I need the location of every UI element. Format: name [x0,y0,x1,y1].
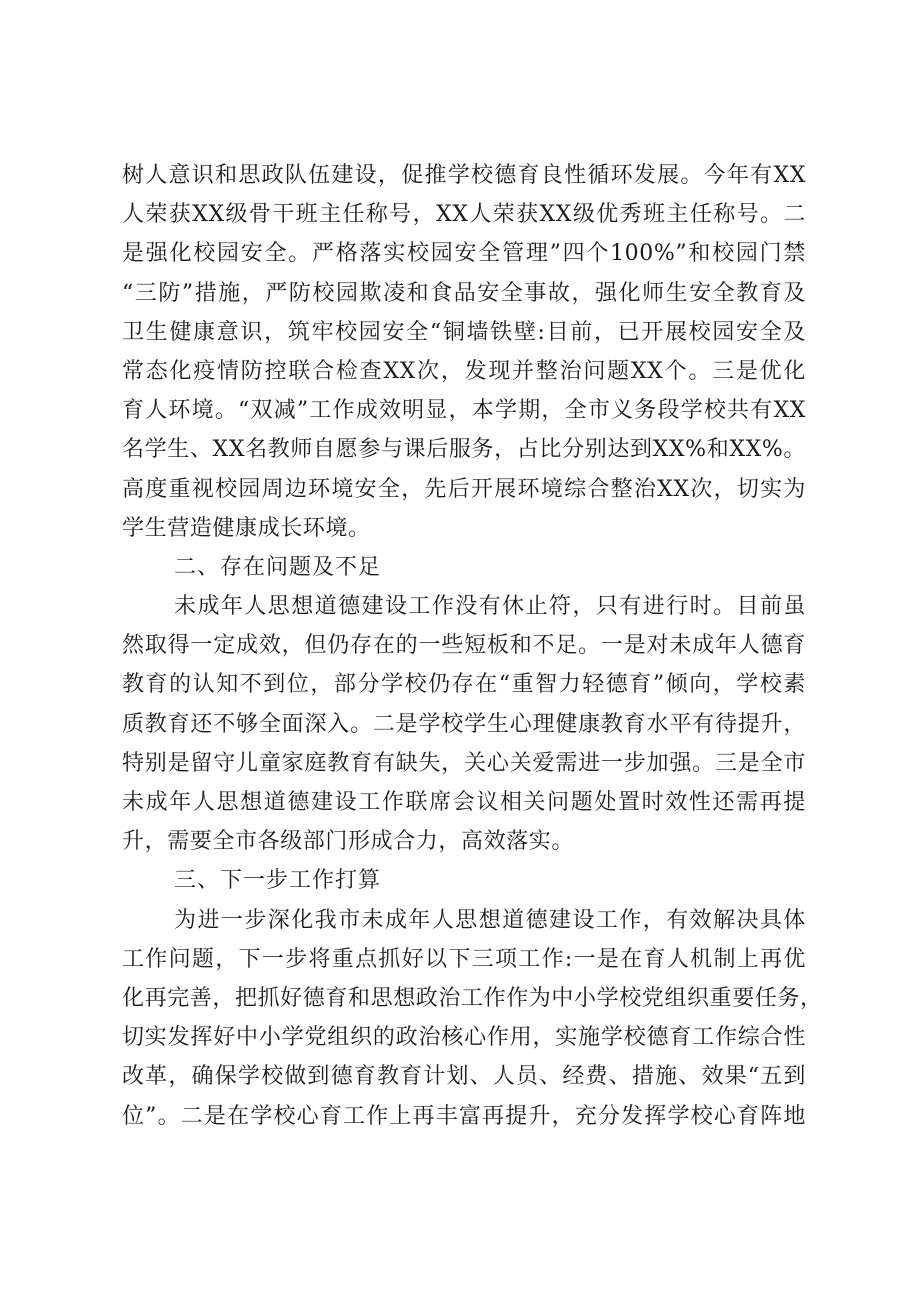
paragraph-line: 名学生、XX名教师自愿参与课后服务，占比分别达到XX%和XX%。 [122,437,806,463]
section-heading-next-steps: 三、下一步工作打算 [174,868,382,894]
paragraph-line: 工作问题，下一步将重点抓好以下三项工作:一是在育人机制上再优 [122,946,806,972]
paragraph-line: 常态化疫情防控联合检查XX次，发现并整治问题XX个。三是优化 [122,358,806,384]
document-page [122,156,823,1136]
paragraph-line: 人荣获XX级骨干班主任称号，XX人荣获XX级优秀班主任称号。二 [122,202,806,228]
paragraph-line: 未成年人思想道德建设工作没有休止符，只有进行时。目前虽 [174,594,806,620]
paragraph-line: 质教育还不够全面深入。二是学校学生心理健康教育水平有待提升， [122,711,806,737]
paragraph-line: 学生营造健康成长环境。 [122,515,371,541]
paragraph-line: 为进一步深化我市未成年人思想道德建设工作，有效解决具体 [174,907,806,933]
paragraph-line: 切实发挥好中小学党组织的政治核心作用，实施学校德育工作综合性 [122,1025,806,1051]
paragraph-line: 树人意识和思政队伍建设，促推学校德育良性循环发展。今年有XX [122,163,806,188]
paragraph-line: 教育的认知不到位，部分学校仍存在“重智力轻德育”倾向，学校素 [122,672,806,698]
paragraph-line: 育人环境。“双减”工作成效明显，本学期，全市义务段学校共有XX [122,398,806,424]
section-heading-problems: 二、存在问题及不足 [174,554,382,580]
paragraph-line: 是强化校园安全。严格落实校园安全管理”四个100%”和校园门禁 [122,241,806,267]
paragraph-line: 改革，确保学校做到德育教育计划、人员、经费、措施、效果“五到 [122,1064,806,1090]
paragraph-line: 特别是留守儿童家庭教育有缺失，关心关爱需进一步加强。三是全市 [122,750,806,776]
paragraph-line: 位”。二是在学校心育工作上再丰富再提升，充分发挥学校心育阵地 [122,1103,806,1129]
paragraph-line: 未成年人思想道德建设工作联席会议相关问题处置时效性还需再提 [122,790,806,815]
paragraph-line: 升，需要全市各级部门形成合力，高效落实。 [122,829,575,855]
paragraph-line: 高度重视校园周边环境安全，先后开展环境综合整治XX次，切实为 [122,476,806,502]
paragraph-line: 然取得一定成效，但仍存在的一些短板和不足。一是对未成年人德育 [122,633,806,659]
paragraph-line: 化再完善，把抓好德育和思想政治工作作为中小学校党组织重要任务， [122,985,823,1011]
paragraph-line: “三防”措施，严防校园欺凌和食品安全事故，强化师生安全教育及 [122,280,806,306]
paragraph-line: 卫生健康意识，筑牢校园安全“铜墙铁壁:目前，已开展校园安全及 [122,319,806,345]
